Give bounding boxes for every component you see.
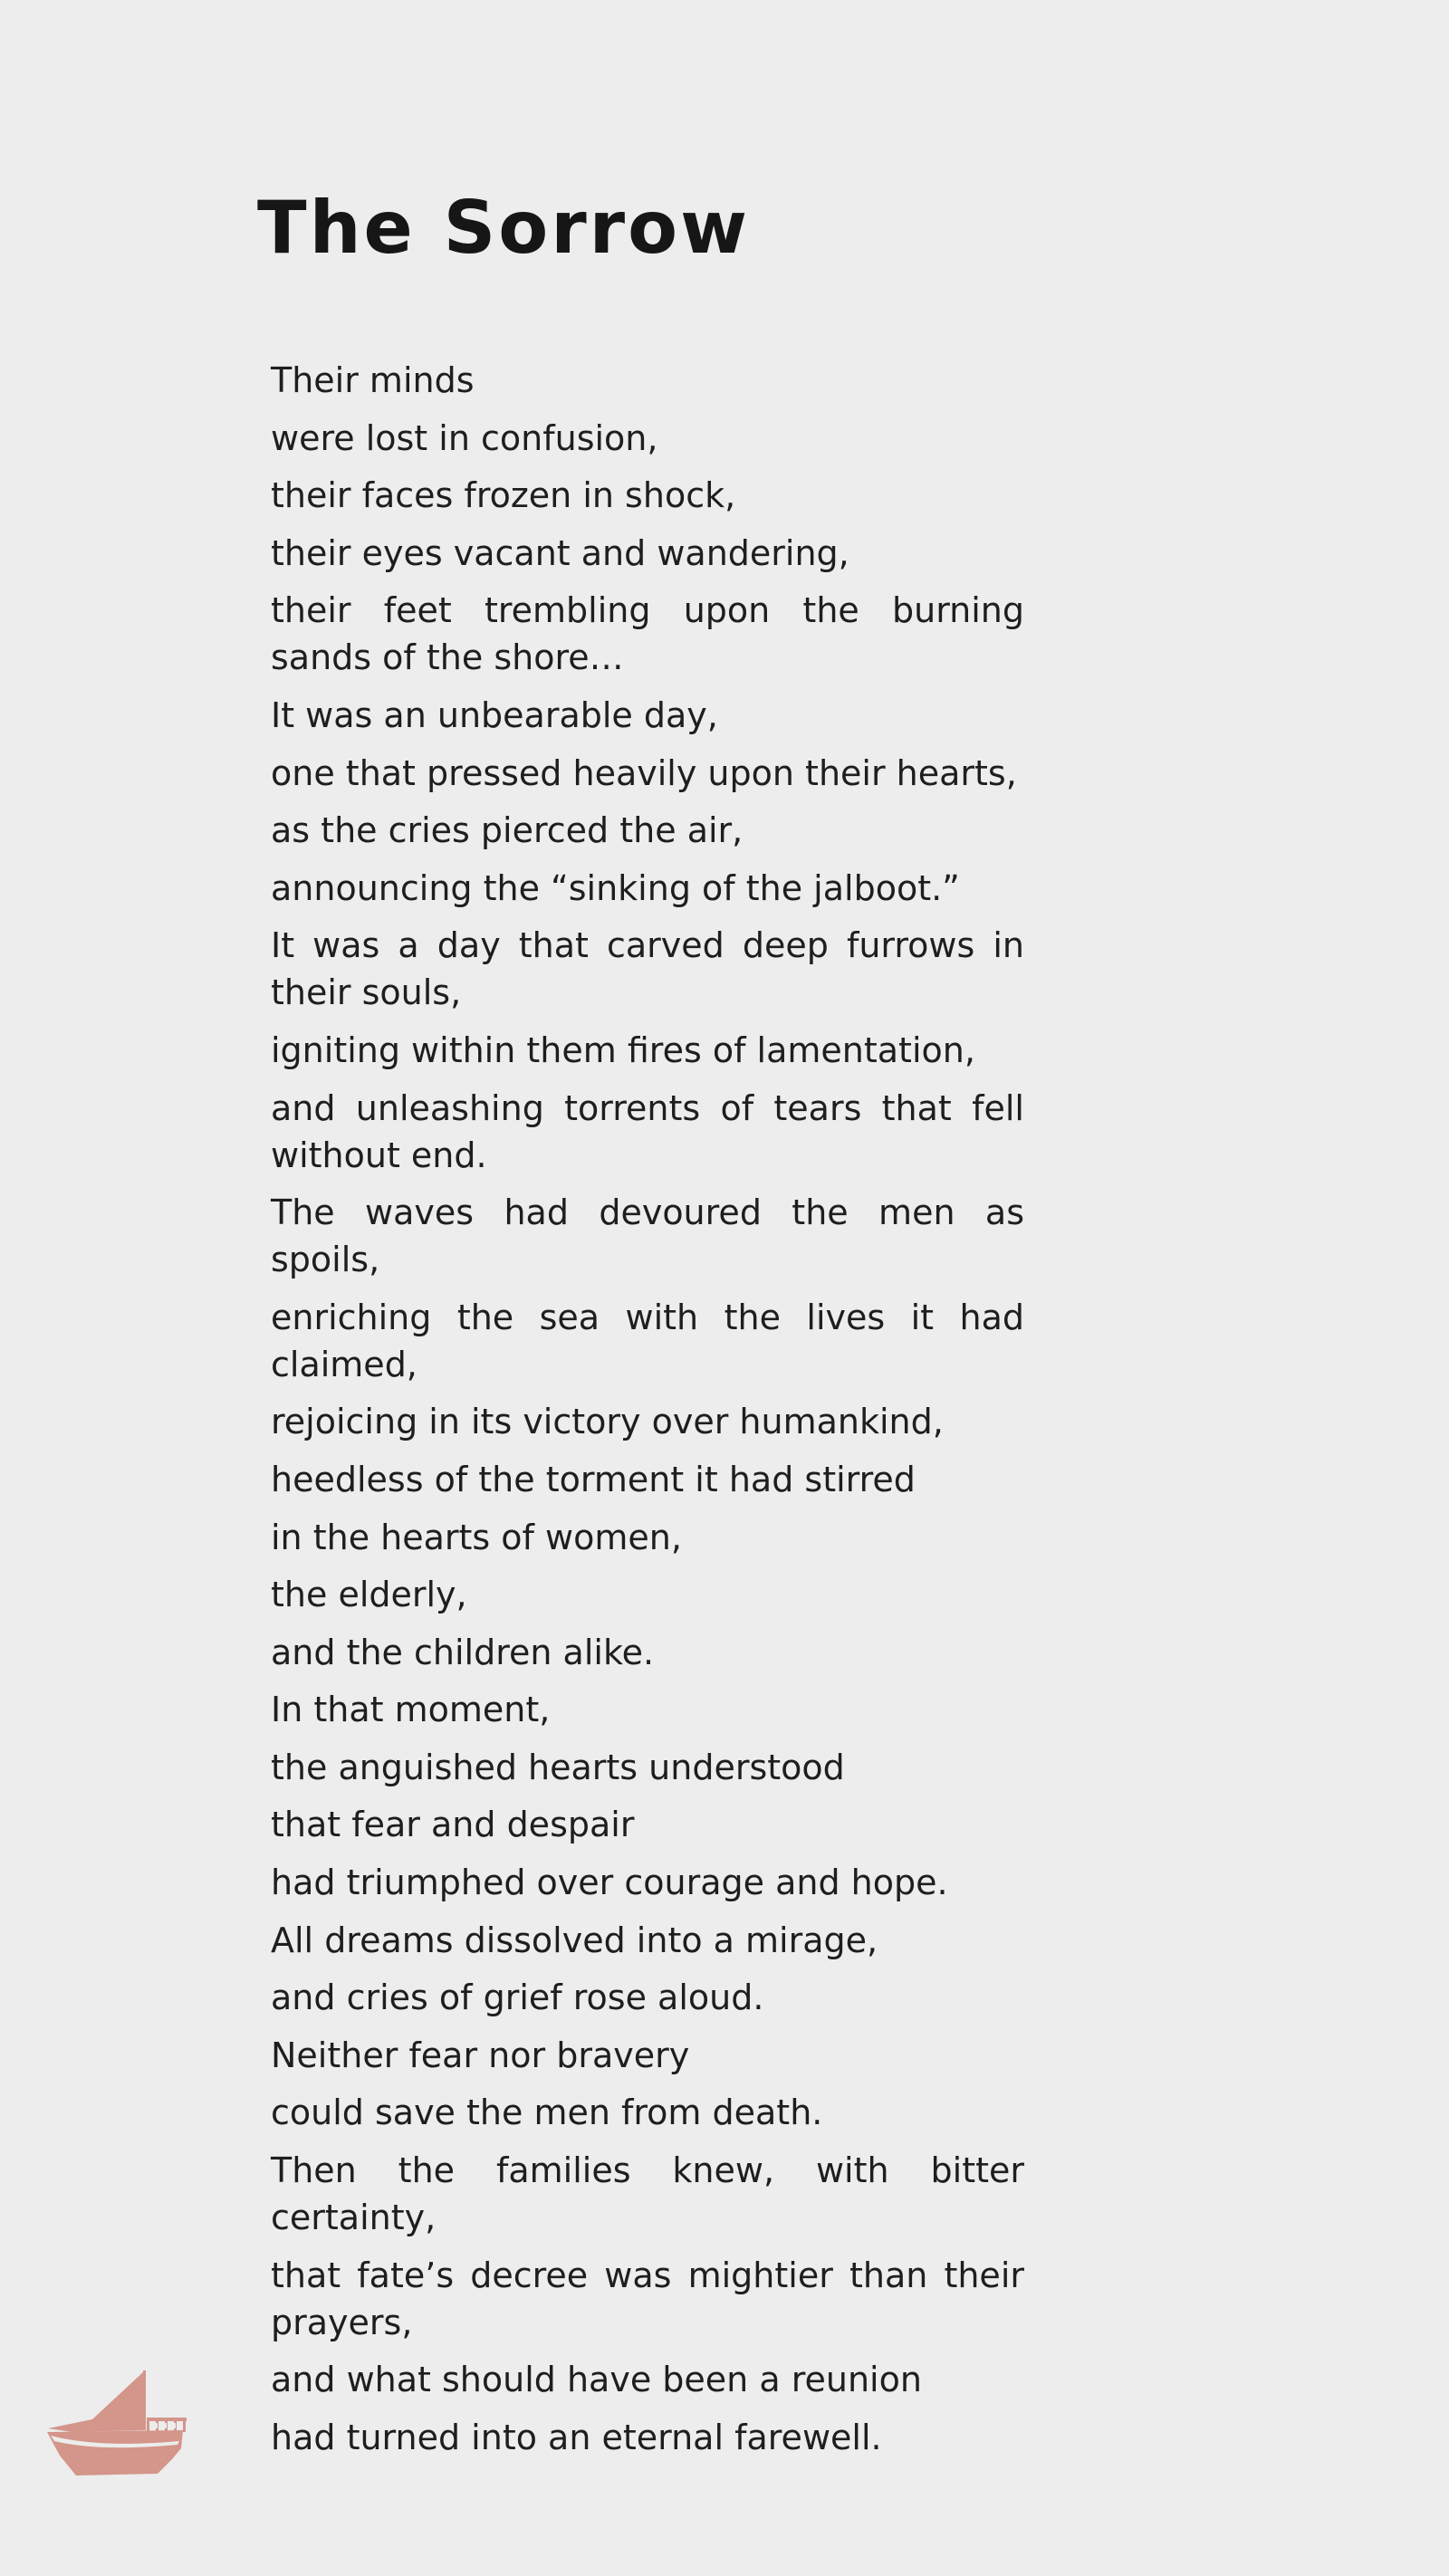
poem-line: their eyes vacant and wandering, (271, 532, 849, 573)
poem-line: enriching the sea with the lives it had claimed, (271, 1297, 1024, 1384)
poem-line: Then the families knew, with bitter certainty, (271, 2150, 1024, 2238)
poem-line: that fate’s decree was mightier than their prayers, (271, 2255, 1024, 2342)
poem-line: All dreams dissolved into a mirage, (271, 1920, 878, 1960)
poem-line: one that pressed heavily upon their hearts, (271, 752, 1017, 793)
poem-line: In that moment, (271, 1690, 551, 1730)
poem-line: were lost in confusion, (271, 417, 658, 458)
poem-line: and unleashing torrents of tears that fell without end. (271, 1087, 1024, 1175)
poem-line: and the children alike. (271, 1632, 655, 1672)
poem-line: in the hearts of women, (271, 1517, 682, 1557)
poem-body (271, 357, 1024, 2471)
poem-line: that fear and despair (271, 1805, 635, 1845)
poem-line: had turned into an eternal farewell. (271, 2417, 882, 2457)
poem-line: had triumphed over courage and hope. (271, 1863, 948, 1903)
dhow-boat-icon (45, 2365, 190, 2479)
poem-line: announcing the “sinking of the jalboot.” (271, 867, 960, 908)
poem-line: as the cries pierced the air, (271, 810, 744, 851)
poem-line: the anguished hearts understood (271, 1747, 845, 1787)
poem-line: Their minds (271, 360, 475, 400)
poem-line: could save the men from death. (271, 2092, 823, 2133)
poem-line: heedless of the torment it had stirred (271, 1459, 916, 1499)
poem-line: their feet trembling upon the burning sands of the shore… (271, 590, 1024, 678)
poem-line: The waves had devoured the men as spoils, (271, 1192, 1024, 1280)
poem-line: It was a day that carved deep furrows in their souls, (271, 925, 1024, 1013)
poem-line: and cries of grief rose aloud. (271, 1977, 764, 2018)
poem-line: It was an unbearable day, (271, 694, 718, 735)
page-title: The Sorrow (257, 186, 750, 270)
poem-line: igniting within them fires of lamentation, (271, 1029, 975, 1070)
poem-line: and what should have been a reunion (271, 2360, 922, 2400)
poem-line: rejoicing in its victory over humankind, (271, 1402, 944, 1442)
poem-line: the elderly, (271, 1575, 467, 1615)
poem-line: Neither fear nor bravery (271, 2035, 690, 2075)
poem-line: their faces frozen in shock, (271, 475, 736, 516)
